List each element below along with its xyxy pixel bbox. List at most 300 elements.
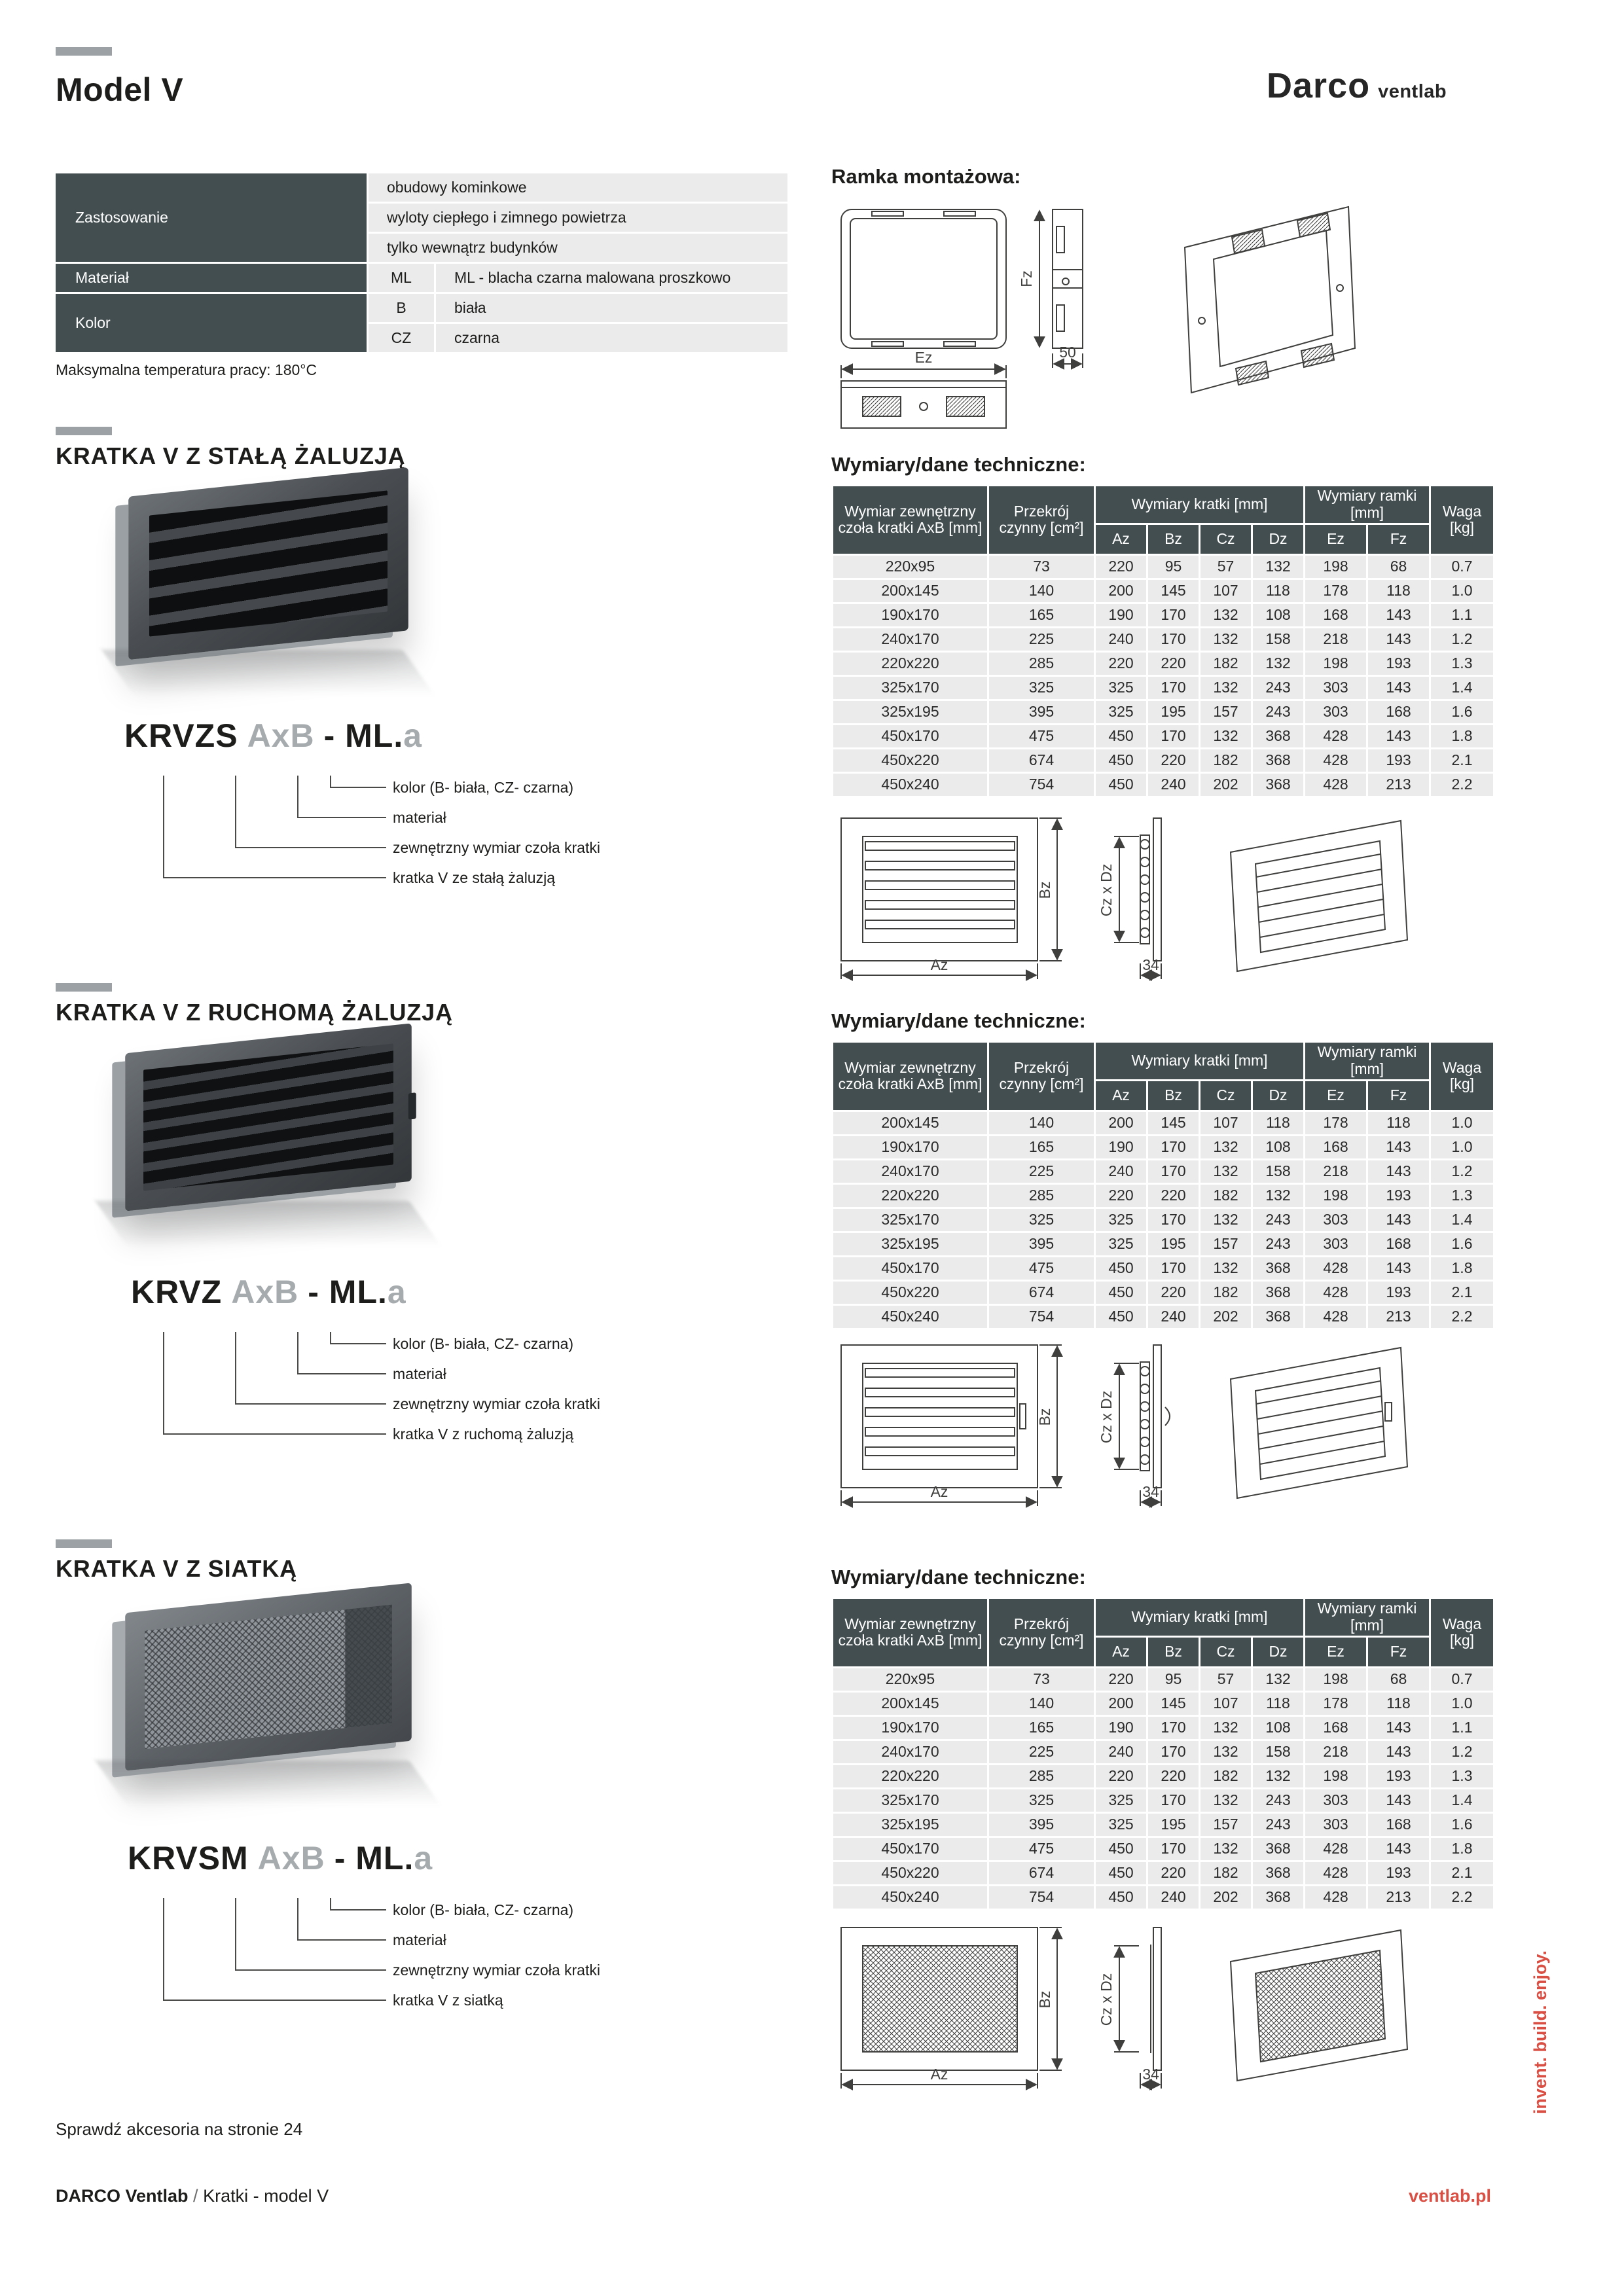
table-cell: 170 [1148, 628, 1199, 651]
table-cell: 450x240 [833, 1886, 987, 1909]
code-diagram-lines [56, 1332, 396, 1450]
table-cell: 200 [1096, 1112, 1146, 1134]
table-cell: 170 [1148, 677, 1199, 699]
table-cell: 450 [1096, 1886, 1146, 1909]
table-cell: 132 [1200, 677, 1251, 699]
properties-table [56, 173, 785, 352]
table-cell: 202 [1200, 1886, 1251, 1909]
table-cell: 325 [989, 1209, 1094, 1231]
table-row [833, 1233, 1493, 1255]
dim-label-34: 34 [1142, 956, 1159, 973]
table-cell: 118 [1368, 1112, 1429, 1134]
table-cell: 132 [1200, 1209, 1251, 1231]
table-cell: 1.2 [1431, 1741, 1493, 1763]
col-header-area: Przekrój czynny [cm²] [989, 1043, 1094, 1110]
table-cell: 220 [1148, 1862, 1199, 1884]
table-cell: 325x170 [833, 1789, 987, 1812]
table-row [833, 1886, 1493, 1909]
table-title: Wymiary/dane techniczne: [831, 1009, 1086, 1032]
table-cell: 132 [1200, 1160, 1251, 1183]
table-cell: 57 [1200, 556, 1251, 578]
table-cell: 132 [1253, 653, 1303, 675]
group-header-ramki: Wymiary ramki [mm] [1305, 1599, 1429, 1636]
table-cell: 198 [1305, 556, 1366, 578]
table-cell: 450 [1096, 1862, 1146, 1884]
table-cell: 368 [1253, 725, 1303, 747]
table-cell: 157 [1200, 1814, 1251, 1836]
table-cell: 118 [1253, 1693, 1303, 1715]
group-header-ramki: Wymiary ramki [mm] [1305, 486, 1429, 523]
col-header-dim: Wymiar zewnętrzny czoła kratki AxB [mm] [833, 1599, 987, 1666]
group-header-kratka: Wymiary kratki [mm] [1096, 1043, 1303, 1079]
table-row [833, 1814, 1493, 1836]
table-cell: 195 [1148, 1814, 1199, 1836]
table-row [833, 628, 1493, 651]
table-cell: 325 [1096, 1789, 1146, 1812]
sub-header-fz: Fz [1368, 1081, 1429, 1110]
product-photo-movable-louvre [92, 1031, 445, 1227]
table-cell: 220x95 [833, 1668, 987, 1691]
sub-header-bz: Bz [1148, 1081, 1199, 1110]
col-header-waga: Waga [kg] [1431, 1043, 1493, 1110]
code-label-wymiar: zewnętrzny wymiar czoła kratki [393, 1395, 600, 1412]
table-cell: 220 [1148, 1185, 1199, 1207]
table-cell: 220x220 [833, 1185, 987, 1207]
table-row [833, 1136, 1493, 1158]
table-cell: 132 [1200, 1136, 1251, 1158]
table-row [833, 749, 1493, 772]
table-cell: 190 [1096, 604, 1146, 626]
table-cell: 220 [1096, 556, 1146, 578]
table-row [833, 604, 1493, 626]
table-cell: 243 [1253, 1789, 1303, 1812]
dim-label-czdz: Cz x Dz [1098, 1973, 1115, 2026]
code-color: a [403, 717, 423, 754]
table-cell: 450x220 [833, 1282, 987, 1304]
dim-label-czdz: Cz x Dz [1098, 1390, 1115, 1444]
accent-bar [56, 47, 112, 56]
table-row [833, 774, 1493, 796]
table-cell: 220x95 [833, 556, 987, 578]
table-cell: 1.4 [1431, 1209, 1493, 1231]
table-row [833, 1160, 1493, 1183]
kolor-value: czarna [436, 324, 787, 352]
code-label-material: materiał [393, 1365, 446, 1382]
table-cell: 170 [1148, 604, 1199, 626]
table-cell: 143 [1368, 1717, 1429, 1739]
accent-bar [56, 1539, 112, 1548]
table-cell: 754 [989, 774, 1094, 796]
code-color: a [387, 1274, 406, 1310]
group-header-ramki: Wymiary ramki [mm] [1305, 1043, 1429, 1079]
table-cell: 754 [989, 1886, 1094, 1909]
table-cell: 240x170 [833, 1160, 987, 1183]
sub-header-bz: Bz [1148, 525, 1199, 554]
table-row [833, 1185, 1493, 1207]
table-cell: 170 [1148, 1160, 1199, 1183]
table-cell: 218 [1305, 628, 1366, 651]
table-cell: 1.0 [1431, 580, 1493, 602]
table-cell: 68 [1368, 556, 1429, 578]
sub-header-bz: Bz [1148, 1638, 1199, 1666]
table-cell: 220 [1148, 1765, 1199, 1787]
table-cell: 168 [1305, 1717, 1366, 1739]
table-cell: 1.4 [1431, 1789, 1493, 1812]
table-cell: 95 [1148, 1668, 1199, 1691]
sub-header-az: Az [1096, 1638, 1146, 1666]
table-cell: 143 [1368, 1257, 1429, 1280]
table-cell: 132 [1253, 1765, 1303, 1787]
table-cell: 178 [1305, 1112, 1366, 1134]
table-row [833, 1282, 1493, 1304]
table-cell: 325 [1096, 677, 1146, 699]
table-cell: 220 [1096, 1185, 1146, 1207]
table-cell: 108 [1253, 1717, 1303, 1739]
property-value: obudowy kominkowe [369, 173, 787, 202]
table-cell: 73 [989, 1668, 1094, 1691]
table-cell: 2.1 [1431, 1282, 1493, 1304]
table-cell: 368 [1253, 1838, 1303, 1860]
table-cell: 450 [1096, 1306, 1146, 1328]
table-cell: 140 [989, 1112, 1094, 1134]
table-cell: 193 [1368, 749, 1429, 772]
table-cell: 285 [989, 1185, 1094, 1207]
table-cell: 190x170 [833, 1136, 987, 1158]
table-cell: 132 [1253, 556, 1303, 578]
table-title: Wymiary/dane techniczne: [831, 453, 1086, 476]
table-cell: 190x170 [833, 604, 987, 626]
table-row [833, 1717, 1493, 1739]
table-cell: 190 [1096, 1717, 1146, 1739]
table-cell: 165 [989, 604, 1094, 626]
table-cell: 143 [1368, 1209, 1429, 1231]
sub-header-ez: Ez [1305, 1638, 1366, 1666]
kolor-code: CZ [369, 324, 434, 352]
table-cell: 132 [1200, 1838, 1251, 1860]
specs-table-fixed-louvre [831, 484, 1495, 798]
table-cell: 218 [1305, 1741, 1366, 1763]
table-cell: 220x220 [833, 653, 987, 675]
accent-bar [56, 427, 112, 435]
table-cell: 428 [1305, 1838, 1366, 1860]
table-cell: 68 [1368, 1668, 1429, 1691]
footer-breadcrumb [56, 2186, 329, 2206]
table-cell: 2.2 [1431, 774, 1493, 796]
table-row [833, 556, 1493, 578]
table-cell: 168 [1368, 701, 1429, 723]
material-code: ML [369, 264, 434, 292]
group-header-kratka: Wymiary kratki [mm] [1096, 486, 1303, 523]
table-cell: 57 [1200, 1668, 1251, 1691]
group-header-kratka: Wymiary kratki [mm] [1096, 1599, 1303, 1636]
table-cell: 170 [1148, 1741, 1199, 1763]
table-cell: 450 [1096, 774, 1146, 796]
code-label-kratka: kratka V z ruchomą żaluzją [393, 1426, 574, 1443]
product-code-krvzs [124, 717, 431, 755]
table-cell: 143 [1368, 1160, 1429, 1183]
code-size: AxB [247, 717, 315, 754]
table-cell: 190 [1096, 1136, 1146, 1158]
table-cell: 168 [1305, 1136, 1366, 1158]
table-cell: 368 [1253, 774, 1303, 796]
table-cell: 240 [1096, 1160, 1146, 1183]
table-cell: 140 [989, 1693, 1094, 1715]
table-cell: 182 [1200, 653, 1251, 675]
dim-label-34: 34 [1142, 2066, 1159, 2083]
table-cell: 200 [1096, 1693, 1146, 1715]
table-row [833, 1257, 1493, 1280]
table-cell: 325x195 [833, 1814, 987, 1836]
property-value: wyloty ciepłego i zimnego powietrza [369, 204, 787, 232]
table-cell: 368 [1253, 1257, 1303, 1280]
table-cell: 325x195 [833, 1233, 987, 1255]
table-cell: 168 [1305, 604, 1366, 626]
table-cell: 165 [989, 1136, 1094, 1158]
footer-brand: DARCO Ventlab [56, 2186, 189, 2206]
table-cell: 182 [1200, 1862, 1251, 1884]
section-title-siatka: KRATKA V Z SIATKĄ [56, 1555, 297, 1582]
table-cell: 107 [1200, 1693, 1251, 1715]
table-cell: 132 [1200, 1257, 1251, 1280]
table-cell: 170 [1148, 1209, 1199, 1231]
table-cell: 220 [1096, 1765, 1146, 1787]
code-diagram-lines [56, 1898, 396, 2016]
col-header-waga: Waga [kg] [1431, 1599, 1493, 1666]
kolor-code: B [369, 294, 434, 322]
kolor-value: biała [436, 294, 787, 322]
table-cell: 182 [1200, 1282, 1251, 1304]
table-cell: 193 [1368, 653, 1429, 675]
table-cell: 143 [1368, 628, 1429, 651]
dim-label-bz: Bz [1036, 1408, 1053, 1426]
code-diagram-lines [56, 776, 396, 893]
table-cell: 368 [1253, 1886, 1303, 1909]
table-cell: 132 [1253, 1185, 1303, 1207]
brand-logo-darco: Darco [1267, 66, 1371, 105]
table-cell: 108 [1253, 604, 1303, 626]
product-code-krvz [131, 1273, 416, 1311]
table-cell: 195 [1148, 1233, 1199, 1255]
table-cell: 303 [1305, 1814, 1366, 1836]
table-cell: 674 [989, 1282, 1094, 1304]
table-cell: 674 [989, 749, 1094, 772]
dim-label-34: 34 [1142, 1483, 1159, 1500]
sub-header-dz: Dz [1253, 1081, 1303, 1110]
table-cell: 1.1 [1431, 604, 1493, 626]
dim-label-fz: Fz [1018, 270, 1035, 287]
table-cell: 108 [1253, 1136, 1303, 1158]
sub-header-cz: Cz [1200, 1081, 1251, 1110]
table-row [833, 1765, 1493, 1787]
table-cell: 240 [1148, 1306, 1199, 1328]
table-cell: 178 [1305, 1693, 1366, 1715]
table-cell: 1.0 [1431, 1112, 1493, 1134]
sub-header-az: Az [1096, 1081, 1146, 1110]
table-cell: 243 [1253, 1814, 1303, 1836]
table-row [833, 677, 1493, 699]
code-label-wymiar: zewnętrzny wymiar czoła kratki [393, 1962, 600, 1979]
table-cell: 220 [1096, 653, 1146, 675]
table-cell: 325 [1096, 701, 1146, 723]
table-row [833, 580, 1493, 602]
table-cell: 243 [1253, 1233, 1303, 1255]
code-size: AxB [257, 1840, 325, 1876]
table-cell: 450 [1096, 1257, 1146, 1280]
table-cell: 220 [1096, 1668, 1146, 1691]
table-cell: 157 [1200, 1233, 1251, 1255]
table-cell: 190x170 [833, 1717, 987, 1739]
brand-logo-ventlab: ventlab [1378, 81, 1447, 102]
table-cell: 218 [1305, 1160, 1366, 1183]
table-cell: 168 [1368, 1814, 1429, 1836]
table-cell: 1.0 [1431, 1693, 1493, 1715]
table-cell: 428 [1305, 1886, 1366, 1909]
table-row [833, 653, 1493, 675]
table-row [833, 1789, 1493, 1812]
code-label-kratka: kratka V ze stałą żaluzją [393, 869, 556, 886]
table-cell: 170 [1148, 1838, 1199, 1860]
table-cell: 220 [1148, 1282, 1199, 1304]
table-cell: 182 [1200, 1185, 1251, 1207]
table-cell: 240x170 [833, 628, 987, 651]
col-header-area: Przekrój czynny [cm²] [989, 1599, 1094, 1666]
table-cell: 475 [989, 1257, 1094, 1280]
table-cell: 450x170 [833, 1838, 987, 1860]
table-cell: 158 [1253, 1160, 1303, 1183]
table-cell: 132 [1200, 628, 1251, 651]
accessories-note: Sprawdź akcesoria na stronie 24 [56, 2119, 303, 2139]
table-cell: 2.1 [1431, 1862, 1493, 1884]
dim-label-az: Az [930, 956, 948, 973]
dim-label-50: 50 [1059, 344, 1076, 361]
table-cell: 2.2 [1431, 1886, 1493, 1909]
table-cell: 475 [989, 1838, 1094, 1860]
table-cell: 1.3 [1431, 1765, 1493, 1787]
vertical-tagline: invent. build. enjoy. [1530, 1950, 1550, 2114]
mounting-frame-drawing [831, 196, 1506, 439]
table-cell: 225 [989, 628, 1094, 651]
table-cell: 243 [1253, 677, 1303, 699]
table-cell: 193 [1368, 1765, 1429, 1787]
table-cell: 674 [989, 1862, 1094, 1884]
table-cell: 132 [1253, 1668, 1303, 1691]
table-cell: 170 [1148, 1717, 1199, 1739]
table-row [833, 701, 1493, 723]
table-cell: 200x145 [833, 1112, 987, 1134]
property-label-zastosowanie: Zastosowanie [56, 173, 367, 262]
brand-logo [1267, 65, 1447, 106]
table-cell: 193 [1368, 1282, 1429, 1304]
code-name: KRVZS [124, 717, 238, 754]
table-cell: 240x170 [833, 1741, 987, 1763]
table-cell: 145 [1148, 1112, 1199, 1134]
sub-header-ez: Ez [1305, 1081, 1366, 1110]
table-cell: 368 [1253, 1862, 1303, 1884]
table-cell: 428 [1305, 725, 1366, 747]
sub-header-dz: Dz [1253, 1638, 1303, 1666]
table-row [833, 1693, 1493, 1715]
sub-header-cz: Cz [1200, 1638, 1251, 1666]
table-cell: 0.7 [1431, 1668, 1493, 1691]
table-cell: 285 [989, 653, 1094, 675]
table-cell: 132 [1200, 725, 1251, 747]
table-cell: 143 [1368, 1136, 1429, 1158]
table-cell: 325 [1096, 1209, 1146, 1231]
table-row [833, 1838, 1493, 1860]
table-cell: 2.1 [1431, 749, 1493, 772]
table-cell: 0.7 [1431, 556, 1493, 578]
table-cell: 240 [1148, 1886, 1199, 1909]
table-cell: 107 [1200, 1112, 1251, 1134]
table-cell: 303 [1305, 1209, 1366, 1231]
table-cell: 143 [1368, 1741, 1429, 1763]
table-cell: 158 [1253, 628, 1303, 651]
code-name: KRVSM [128, 1840, 249, 1876]
col-header-waga: Waga [kg] [1431, 486, 1493, 554]
table-cell: 243 [1253, 701, 1303, 723]
table-cell: 158 [1253, 1741, 1303, 1763]
table-cell: 143 [1368, 604, 1429, 626]
table-cell: 325x170 [833, 1209, 987, 1231]
table-cell: 198 [1305, 653, 1366, 675]
table-cell: 303 [1305, 677, 1366, 699]
table-cell: 450x240 [833, 1306, 987, 1328]
table-cell: 325 [989, 677, 1094, 699]
footer-separator: / [193, 2186, 198, 2206]
section-title-ruchoma-zaluzja: KRATKA V Z RUCHOMĄ ŻALUZJĄ [56, 999, 453, 1026]
code-material: - ML. [323, 717, 404, 754]
product-photo-fixed-louvre [98, 475, 439, 677]
table-cell: 303 [1305, 1789, 1366, 1812]
table-cell: 395 [989, 1814, 1094, 1836]
product-code-krvsm [128, 1839, 442, 1877]
table-cell: 368 [1253, 1282, 1303, 1304]
table-cell: 303 [1305, 701, 1366, 723]
table-cell: 132 [1200, 1741, 1251, 1763]
table-cell: 1.6 [1431, 701, 1493, 723]
table-title: Wymiary/dane techniczne: [831, 1566, 1086, 1588]
table-cell: 1.8 [1431, 1257, 1493, 1280]
table-cell: 1.3 [1431, 653, 1493, 675]
table-cell: 193 [1368, 1185, 1429, 1207]
table-row [833, 1862, 1493, 1884]
table-cell: 1.6 [1431, 1233, 1493, 1255]
product-photo-mesh [92, 1590, 445, 1787]
table-cell: 1.0 [1431, 1136, 1493, 1158]
table-cell: 428 [1305, 1306, 1366, 1328]
table-cell: 428 [1305, 1862, 1366, 1884]
footer-website-link[interactable]: ventlab.pl [1409, 2186, 1492, 2206]
code-label-material: materiał [393, 1931, 446, 1948]
sub-header-dz: Dz [1253, 525, 1303, 554]
table-cell: 450 [1096, 749, 1146, 772]
table-cell: 145 [1148, 580, 1199, 602]
table-cell: 225 [989, 1741, 1094, 1763]
property-label-kolor: Kolor [56, 294, 367, 352]
table-cell: 450x220 [833, 1862, 987, 1884]
table-cell: 200x145 [833, 1693, 987, 1715]
table-cell: 132 [1200, 1717, 1251, 1739]
table-cell: 157 [1200, 701, 1251, 723]
table-cell: 368 [1253, 749, 1303, 772]
sub-header-fz: Fz [1368, 1638, 1429, 1666]
table-cell: 182 [1200, 749, 1251, 772]
table-cell: 325x195 [833, 701, 987, 723]
table-cell: 240 [1096, 628, 1146, 651]
table-cell: 118 [1368, 580, 1429, 602]
dim-label-az: Az [930, 1483, 948, 1500]
table-cell: 450x170 [833, 725, 987, 747]
